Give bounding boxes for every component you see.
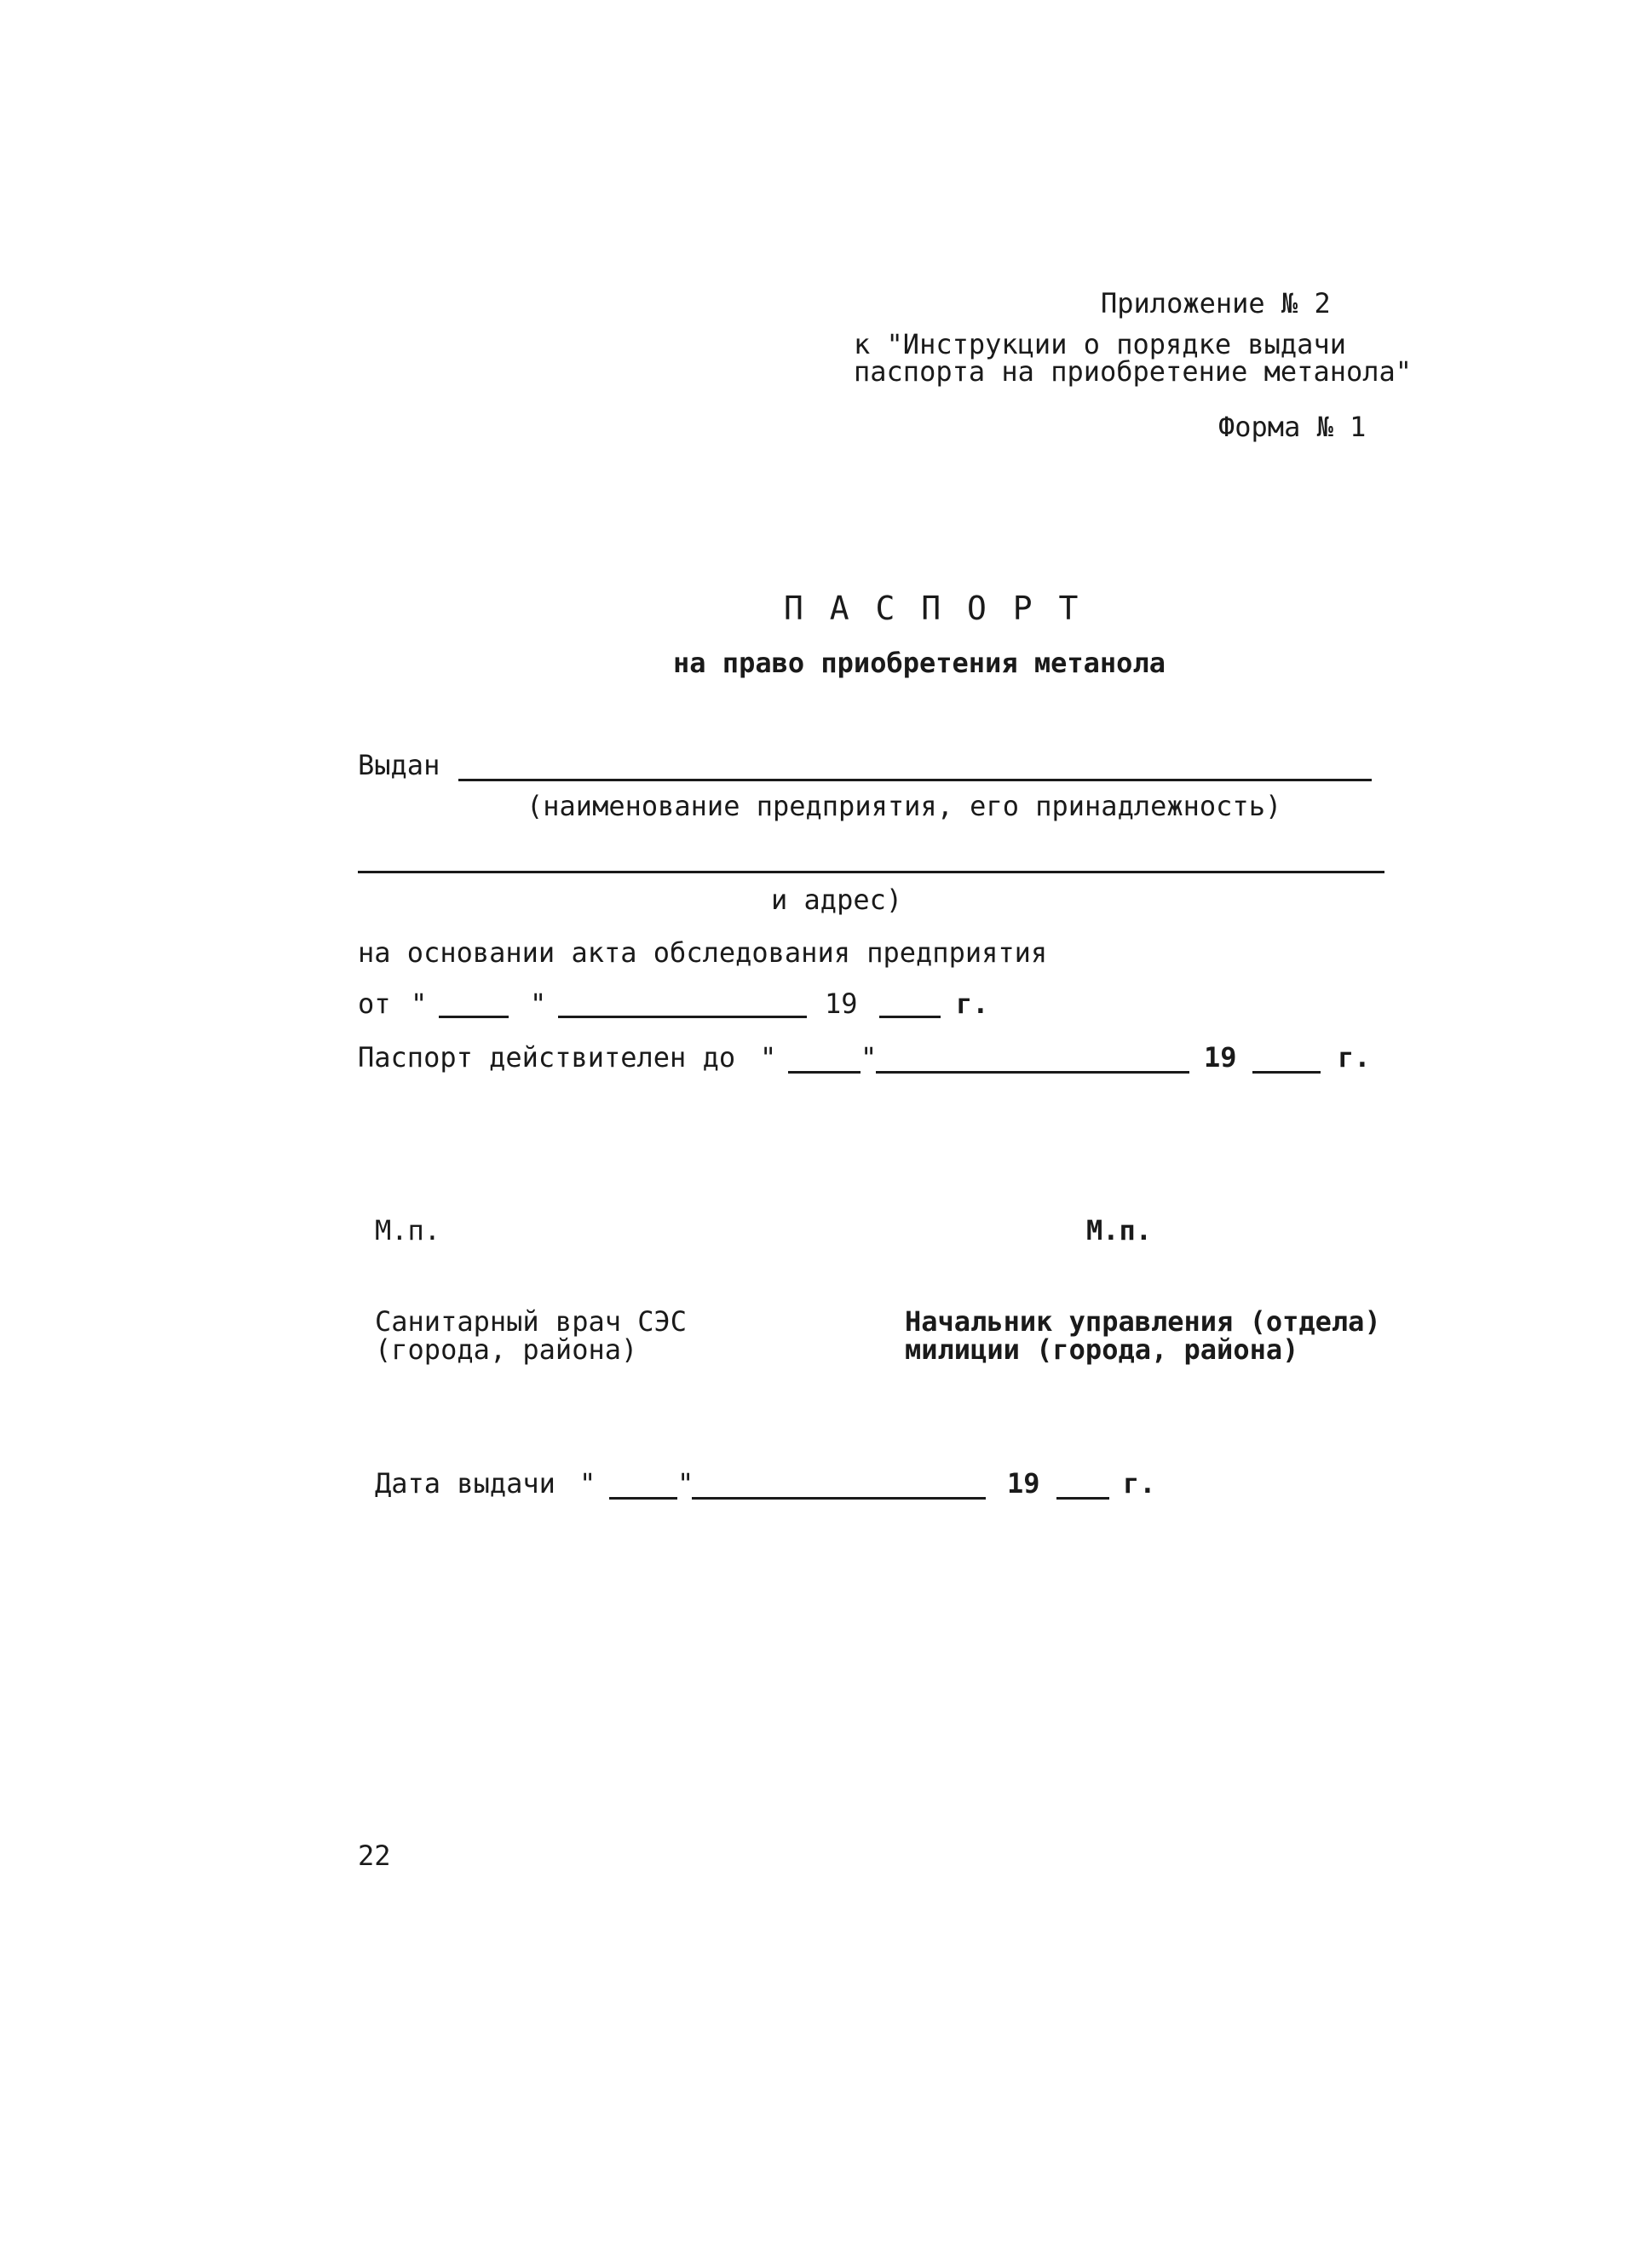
issue-quote-close: " — [677, 1467, 694, 1500]
issued-label: Выдан — [358, 749, 440, 781]
address-line — [358, 871, 1384, 873]
from-year-prefix: 19 — [825, 987, 858, 1020]
appendix-label: Приложение № 2 — [1101, 287, 1331, 320]
from-quote-open: " — [411, 987, 428, 1020]
address-hint: и адрес) — [771, 884, 903, 916]
valid-year-line — [1252, 1071, 1321, 1074]
issue-day-line — [609, 1497, 677, 1500]
instruction-reference-line1: к "Инструкции о порядке выдачи — [854, 328, 1346, 360]
from-day-line — [439, 1016, 509, 1018]
valid-month-line — [876, 1071, 1189, 1074]
valid-day-line — [788, 1071, 861, 1074]
signature-left-line2: (города, района) — [375, 1333, 638, 1366]
document-subtitle: на право приобретения метанола — [673, 647, 1166, 679]
valid-year-suffix: г. — [1338, 1041, 1371, 1074]
issue-year-line — [1056, 1497, 1109, 1500]
stamp-right: М.п. — [1086, 1214, 1153, 1247]
valid-label: Паспорт действителен до — [358, 1041, 736, 1074]
valid-quote-close: " — [861, 1041, 878, 1074]
issued-to-line — [458, 779, 1372, 781]
signature-left-line1: Санитарный врач СЭС — [375, 1305, 688, 1338]
from-year-suffix: г. — [956, 987, 989, 1020]
stamp-left: М.п. — [375, 1214, 441, 1247]
document-title: П А С П О Р Т — [784, 590, 1082, 627]
page-number: 22 — [358, 1840, 391, 1872]
signature-right-line1: Начальник управления (отдела) — [905, 1305, 1381, 1338]
signature-right-line2: милиции (города, района) — [905, 1333, 1299, 1366]
issue-year-prefix: 19 — [1007, 1467, 1040, 1500]
valid-quote-open: " — [760, 1041, 777, 1074]
issue-quote-open: " — [579, 1467, 596, 1500]
issue-date-label: Дата выдачи — [375, 1467, 555, 1500]
form-number: Форма № 1 — [1218, 411, 1367, 443]
from-year-line — [879, 1016, 941, 1018]
basis-text: на основании акта обследования предприятия — [358, 936, 1048, 969]
from-quote-close: " — [530, 987, 547, 1020]
issue-year-suffix: г. — [1123, 1467, 1156, 1500]
issued-hint: (наименование предприятия, его принадлежность) — [527, 790, 1282, 822]
from-label: от — [358, 987, 391, 1020]
instruction-reference-line2: паспорта на приобретение метанола" — [854, 355, 1413, 388]
valid-year-prefix: 19 — [1204, 1041, 1237, 1074]
issue-month-line — [692, 1497, 986, 1500]
from-month-line — [558, 1016, 807, 1018]
